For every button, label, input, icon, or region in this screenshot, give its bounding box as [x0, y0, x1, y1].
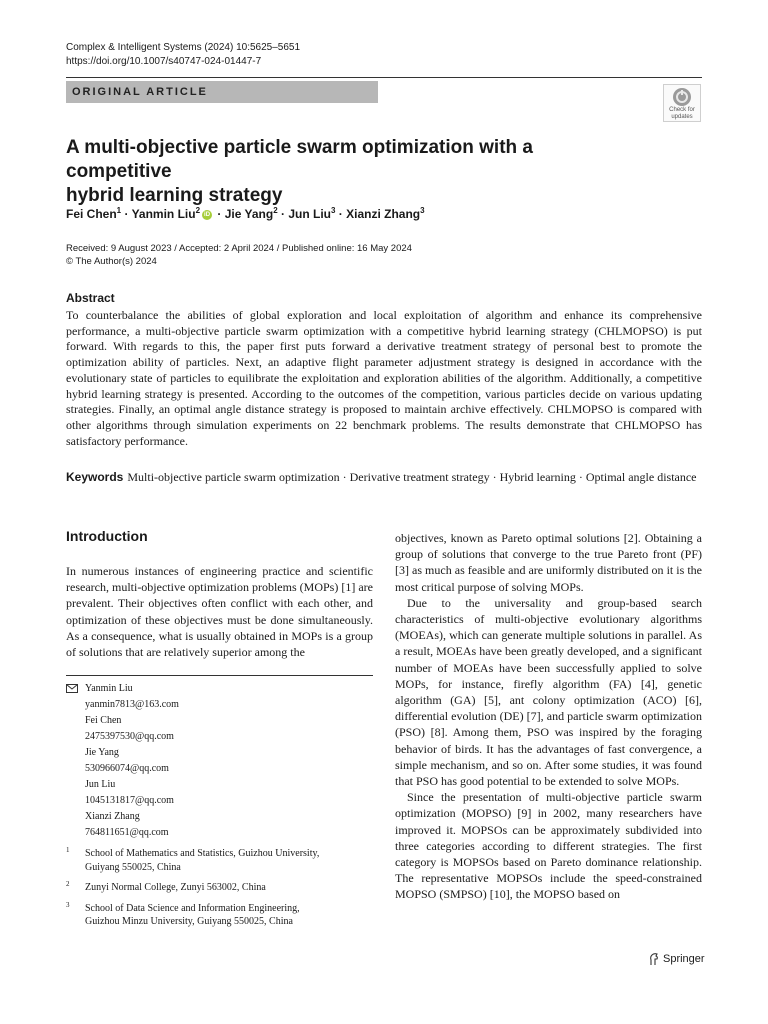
- author-name[interactable]: Jie Yang: [224, 207, 274, 221]
- envelope-icon: [66, 684, 78, 693]
- keywords-block: [66, 470, 702, 486]
- copyright-notice: © The Author(s) 2024: [66, 256, 157, 267]
- author-affiliation-mark: 2: [195, 206, 201, 215]
- contact-email[interactable]: 2475397530@qq.com: [85, 731, 174, 742]
- contact-item: [66, 713, 373, 745]
- contact-item: [66, 777, 373, 809]
- contact-item: [66, 681, 373, 713]
- article-type-band: ORIGINAL ARTICLE: [66, 81, 378, 103]
- check-updates-line-2: updates: [671, 114, 693, 120]
- check-for-updates-badge[interactable]: [663, 84, 701, 122]
- affiliation-number: 3: [66, 900, 70, 909]
- intro-left-paragraph: In numerous instances of engineering practice and scientific research, multi-objective optimization problems (MOPs) [1] are prevalent. Their objectives often conflict with each other, and optimization of these objectives must be done simultaneously. As a consequence, what is usually obtained in MOPs is a group of solutions that are relatively superior among the: [66, 564, 373, 660]
- introduction-heading: Introduction: [66, 528, 148, 544]
- header-rule: [66, 77, 702, 78]
- journal-citation: Complex & Intelligent Systems (2024) 10:5625–5651: [66, 42, 301, 53]
- affiliation-line: Guiyang 550025, China: [85, 861, 181, 873]
- title-line-2: hybrid learning strategy: [66, 185, 283, 206]
- contact-email[interactable]: 764811651@qq.com: [85, 827, 169, 838]
- intro-paragraph: Due to the universality and group-based search characteristics of multi-objective evolutionary algorithms (MOEAs), which can generate multiple solutions in parallel. As a result, MOEAs have been greatly developed, and a significant number of MOEAs have been successfully applied to solve MOPs, for instance, firefly algorithm (FA) [4], genetic algorithm (GA) [5], ant colony optimization (ACO) [6], differential evolution (DE) [7], and particle swarm optimization (PSO) [8]. Among them, PSO was inspired by the foraging behavior of birds. It has the advantages of fast convergence, a simple mechanism, and so on. After some studies, it was found that PSO has good potential to be extended to solve MOPs.: [395, 595, 702, 789]
- affiliation-line: School of Mathematics and Statistics, Guizhou University,: [85, 848, 320, 859]
- author-affiliation-mark: 3: [331, 206, 336, 215]
- contact-email[interactable]: yanmin7813@163.com: [85, 699, 179, 710]
- affiliation-line: School of Data Science and Information Engineering,: [85, 902, 300, 914]
- affiliation-item: [66, 902, 373, 929]
- author-name[interactable]: Yanmin Liu: [131, 207, 196, 221]
- contact-item: [66, 809, 373, 841]
- contact-name: Jie Yang: [85, 747, 119, 758]
- publisher-footer: [648, 952, 705, 966]
- intro-paragraph: Since the presentation of multi-objective particle swarm optimization (MOPSO) [9] in 2002, many researchers have improved it. MOPSOs can be approximately subdivided into three categories according to different strategies. The first category is MOPSOs based on Pareto dominance relationship. The representative MOPSOs include the speed-constrained MOPSO (SMPSO) [10], the MOPSO based on: [395, 790, 702, 902]
- contact-name: Fei Chen: [85, 715, 122, 726]
- intro-paragraph: objectives, known as Pareto optimal solutions [2]. Obtaining a group of solutions that converge to the true Pareto front (PF) [3] as much as feasible and are uniformly distributed on it is the most critical purpose of solving MOPs.: [395, 531, 702, 594]
- author-separator: ·: [277, 207, 289, 221]
- author-affiliation-mark: 3: [420, 206, 425, 215]
- affiliation-number: 2: [66, 880, 70, 888]
- publication-dates: Received: 9 August 2023 / Accepted: 2 April 2024 / Published online: 16 May 2024: [66, 243, 412, 254]
- author-name[interactable]: Fei Chen: [66, 207, 117, 221]
- author-separator: ·: [335, 207, 347, 221]
- contact-item: [66, 745, 373, 777]
- abstract-text: To counterbalance the abilities of global exploration and local exploitation of algorithm and enhance its comprehensive performance, a multi-objective particle swarm optimization with a competitive hybrid learning strategy (CHLMOPSO) is put forward. With regards to this, the paper first puts forward a derivative treatment strategy of personal best to promote the optimization ability of particles. Next, an adaptive flight parameter adjustment strategy is designed in accordance with the evolutionary state of particles to equilibrate the exploitation and exploration abilities of the algorithm. Additionally, a competitive hybrid learning strategy is presented. According to the outcomes of the competition, various particles decide on various updating strategies. Finally, an optimal angle distance strategy is proposed to maintain archive effectively. CHLMOPSO is compared with other algorithms through simulation experiments on 22 benchmark problems. The results demonstrate that CHLMOPSO has satisfactory performance.: [66, 308, 702, 448]
- affiliation-list: [66, 847, 373, 936]
- keywords-text: Multi-objective particle swarm optimization · Derivative treatment strategy · Hybrid learning · Optimal angle distance: [127, 470, 697, 484]
- contact-list: [66, 681, 373, 841]
- affiliation-line: Zunyi Normal College, Zunyi 563002, China: [85, 882, 266, 893]
- keywords-label: Keywords: [66, 470, 124, 484]
- orcid-icon[interactable]: iD: [204, 211, 211, 218]
- intro-right-column: [395, 530, 702, 903]
- contact-name: Yanmin Liu: [85, 683, 133, 694]
- author-affiliation-mark: 2: [273, 206, 278, 215]
- footnote-rule: [66, 675, 373, 676]
- springer-horse-icon: [648, 952, 660, 966]
- contact-name: Xianzi Zhang: [85, 811, 140, 822]
- affiliation-number: 1: [66, 846, 70, 854]
- author-name[interactable]: Jun Liu: [288, 207, 331, 221]
- contact-email[interactable]: 530966074@qq.com: [85, 763, 169, 774]
- contact-name: Jun Liu: [85, 779, 116, 790]
- publisher-name: Springer: [663, 952, 705, 965]
- article-title: [66, 136, 626, 208]
- author-affiliation-mark: 1: [116, 206, 122, 215]
- check-updates-icon: [672, 87, 692, 107]
- author-name[interactable]: Xianzi Zhang: [346, 207, 421, 221]
- abstract-heading: Abstract: [66, 291, 115, 305]
- check-updates-line-1: Check for: [669, 107, 695, 113]
- affiliation-item: [66, 847, 373, 874]
- title-line-1: A multi-objective particle swarm optimization with a competitive: [66, 137, 533, 182]
- contact-email[interactable]: 1045131817@qq.com: [85, 795, 174, 806]
- author-list: [66, 203, 425, 222]
- affiliation-item: [66, 881, 373, 895]
- author-separator: ·: [214, 207, 225, 221]
- affiliation-line: Guizhou Minzu University, Guiyang 550025, China: [85, 916, 293, 927]
- author-separator: ·: [121, 207, 132, 221]
- doi-link[interactable]: https://doi.org/10.1007/s40747-024-01447-7: [66, 56, 262, 67]
